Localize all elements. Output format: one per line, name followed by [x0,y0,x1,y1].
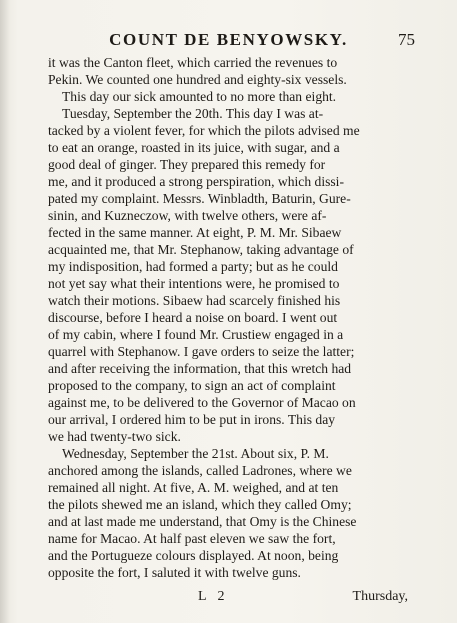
page-number: 75 [398,30,415,49]
text-line: sinin, and Kuzneczow, with twelve others, were af- [48,208,327,223]
text-line: watch their motions. Sibaew had scarcely finished his [48,293,341,308]
text-line: the pilots shewed me an island, which they called Omy; [48,497,352,512]
text-line: pated my complaint. Messrs. Winbladth, Baturin, Gure- [48,191,351,206]
text-line: Tuesday, September the 20th. This day I was at- [62,106,324,121]
text-line: not yet say what their intentions were, he promised to [48,276,340,291]
text-line: and at last made me understand, that Omy is the Chinese [48,514,357,529]
text-line: name for Macao. At half past eleven we saw the fort, [48,531,336,546]
text-line: anchored among the islands, called Ladrones, where we [48,463,352,478]
text-line: my indisposition, had formed a party; but as he could [48,259,338,274]
catchword: Thursday, [352,589,408,604]
body-text [48,54,408,581]
text-line: and after receiving the information, that this wretch had [48,361,352,376]
text-line: against me, to be delivered to the Governor of Macao on [48,395,356,410]
text-line: tacked by a violent fever, for which the pilots advised me [48,123,360,138]
text-line: remained all night. At five, A. M. weighed, and at ten [48,480,339,495]
text-line: discourse, before I heard a noise on board. I went out [48,310,338,325]
text-line: proposed to the company, to sign an act of complaint [48,378,336,393]
running-head: COUNT DE BENYOWSKY. [109,30,348,49]
text-line: and the Portugueze colours displayed. At noon, being [48,548,339,563]
page-footer [48,589,408,609]
text-line: Wednesday, September the 21st. About six, P. M. [62,446,329,461]
text-line: opposite the fort, I saluted it with twelve guns. [48,565,301,580]
text-line: fected in the same manner. At eight, P. M. Mr. Sibaew [48,225,342,240]
page-header [0,30,457,52]
text-line: me, and it produced a strong perspiration, which dissi- [48,174,344,189]
gutter-shadow [0,0,10,623]
text-line: we had twenty-two sick. [48,429,181,444]
text-line: our arrival, I ordered him to be put in irons. This day [48,412,336,427]
text-line: acquainted me, that Mr. Stephanow, taking advantage of [48,242,354,257]
signature-mark: L 2 [198,589,229,604]
text-line: good deal of ginger. They prepared this remedy for [48,157,326,172]
text-line: it was the Canton fleet, which carried the revenues to [48,55,338,70]
text-line: This day our sick amounted to no more than eight. [62,89,337,104]
text-line: to eat an orange, roasted in its juice, with sugar, and a [48,140,340,155]
text-line: of my cabin, where I found Mr. Crustiew engaged in a [48,327,344,342]
text-line: quarrel with Stephanow. I gave orders to seize the latter; [48,344,355,359]
text-line: Pekin. We counted one hundred and eighty-six vessels. [48,72,347,87]
